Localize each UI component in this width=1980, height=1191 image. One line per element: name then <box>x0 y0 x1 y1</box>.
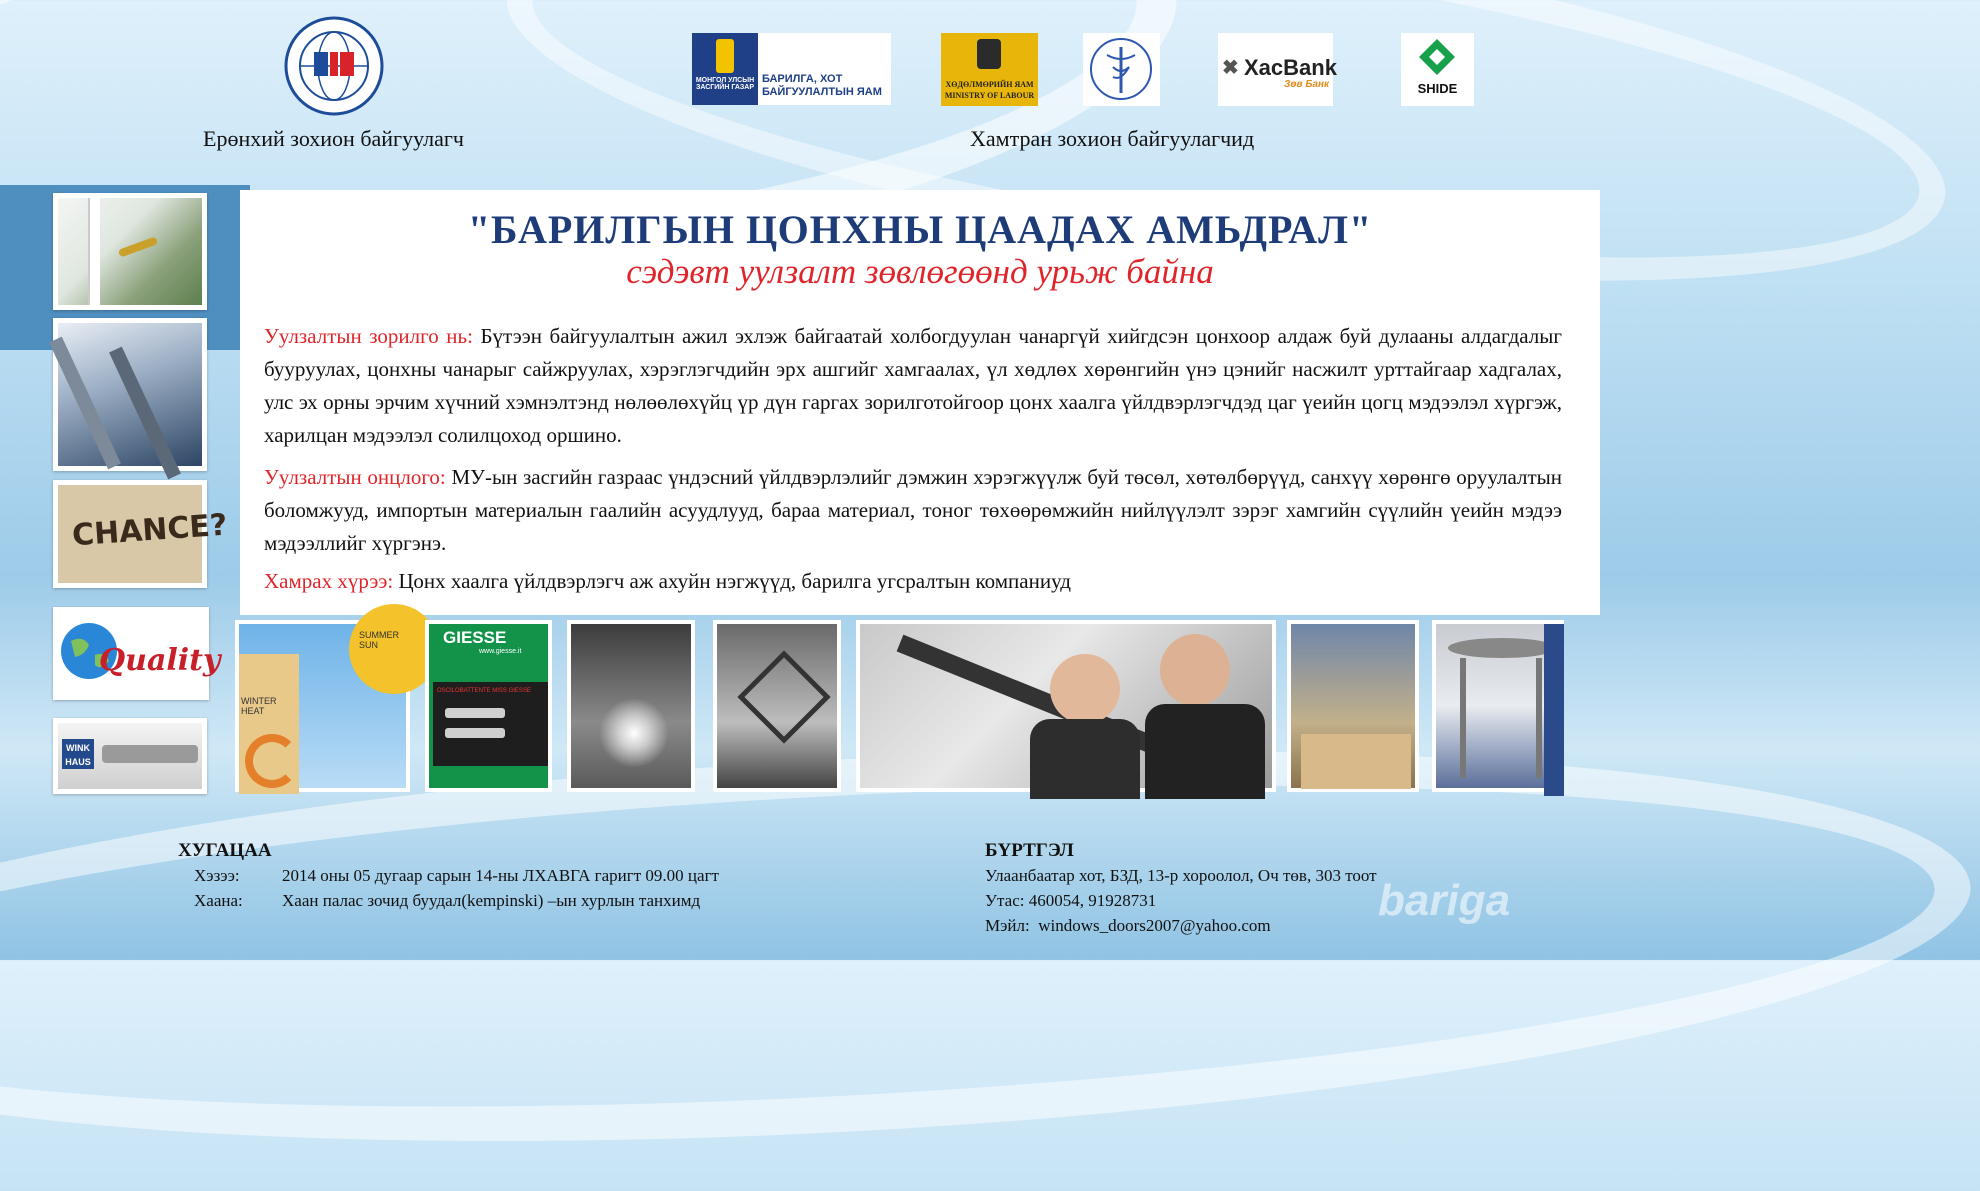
focus-paragraph <box>264 461 1562 560</box>
xacbank-logo <box>1218 33 1337 106</box>
goal-label: Уулзалтын зорилго нь: <box>264 324 473 348</box>
shide-logo: SHIDE <box>1401 33 1474 106</box>
scope-text: Цонх хаалга үйлдвэрлэгч аж ахуйн нэгжүүд, барилга угсралтын компаниуд <box>398 569 1071 593</box>
registration-address: Улаанбаатар хот, БЗД, 13-р хороолол, Оч төв, 303 тоот <box>985 866 1377 885</box>
summer-winter-sun-diagram: SUMMER SUN WINTER HEAT <box>235 620 410 792</box>
when-label: Хэзээ: <box>194 866 240 885</box>
heat-arrow-icon <box>245 734 299 788</box>
co-organizers-label: Хамтран зохион байгуулагчид <box>970 126 1255 151</box>
window-frame-photo <box>53 318 207 471</box>
ministry-labour-logo: ХӨДӨЛМӨРИЙН ЯАМ MINISTRY OF LABOUR <box>941 33 1038 106</box>
watermark: bariga <box>1378 876 1511 925</box>
xacbank-tagline: Зөв Банк <box>1284 79 1330 90</box>
shide-diamond-icon <box>1401 33 1474 83</box>
window-handle-photo <box>53 193 207 310</box>
quality-globe-logo: Quality <box>53 607 209 700</box>
where-value: Хаан палас зочид буудал(kempinski) –ын хурлын танхимд <box>282 891 701 910</box>
exhibition-booth-photo <box>1287 620 1419 792</box>
caduceus-logo <box>1083 33 1160 106</box>
ministry-construction-name: БАРИЛГА, ХОТ БАЙГУУЛАЛТЫН ЯАМ <box>762 73 882 98</box>
star-sculpture-photo <box>567 620 695 792</box>
xacbank-x-icon: ✖ <box>1222 57 1239 79</box>
ministry-construction-logo <box>692 33 891 105</box>
winkhaus-logo: WINK HAUS <box>62 739 94 769</box>
soyombo-emblem: МОНГОЛ УЛСЫН ЗАСГИЙН ГАЗАР <box>692 33 758 105</box>
schedule-section <box>178 838 878 913</box>
focus-text: МУ-ын засгийн газраас үндэсний үйлдвэрлэлийг дэмжин хэрэгжүүлж буй төсөл, хөтөлбөрүүд, санхүү хөрөнгө оруулалтын боломжууд, импортын материалын гаалийн асуудлууд, бараа материал, тоног төхөөрөмжийн нийлүүлэлт зэрэг хамгийн сүүлийн үеийн мэдээ мэдээллийг хүргэнэ. <box>264 465 1563 555</box>
scope-paragraph <box>264 565 1562 598</box>
event-title: "БАРИЛГЫН ЦОНХНЫ ЦААДАХ АМЬДРАЛ" <box>467 207 1373 252</box>
handle-icon <box>118 236 158 257</box>
men-inspecting-window-photo <box>856 620 1276 792</box>
goal-text: Бүтээн байгуулалтын ажил эхлэж байгаатай холбогдуулан чанаргүй хийгдсэн цонхоор алдаж буй дулааны алдагдалыг бууруулах, цонхны чанарыг сайжруулах, хэрэглэгчдийн эрх ашгийг хамгаалах, үл хөдлөх хөрөнгийн үнэ цэнийг насжилт урттайгаар хадгалах, улс эх орны эрчим хүчний хэмнэлтэнд нөлөөлөхүйц үр дүн гаргах зорилготойгоор цонх хаалга үйлдвэрлэгчдэд цаг үеийн цогц мэдээлэл хүргэж, харилцан мэдээлэл солилцоход оршино. <box>264 324 1562 447</box>
scope-label: Хамрах хүрээ: <box>264 569 394 593</box>
main-organizer-label: Ерөнхий зохион байгуулагч <box>203 126 464 151</box>
display-stand-photo <box>1432 620 1564 792</box>
phone-value: 460054, 91928731 <box>1028 891 1157 910</box>
soyombo-emblem <box>977 39 1001 69</box>
event-subtitle: сэдэвт уулзалт зөвлөгөөнд урьж байна <box>626 252 1214 291</box>
email-label: Мэйл: <box>985 916 1030 935</box>
main-organizer-logo <box>284 16 384 116</box>
goal-paragraph <box>264 320 1562 452</box>
where-label: Хаана: <box>194 891 243 910</box>
caduceus-icon <box>1083 33 1160 106</box>
xacbank-name: XacBank <box>1244 55 1337 80</box>
schedule-heading: ХУГАЦАА <box>178 840 272 861</box>
when-value: 2014 оны 05 дугаар сарын 14-ны ЛХАВГА гаригт 09.00 цагт <box>282 866 719 885</box>
email-value[interactable]: windows_doors2007@yahoo.com <box>1038 916 1271 935</box>
globe-window-logo <box>284 16 384 116</box>
metal-frame-sculpture-photo <box>713 620 841 792</box>
winkhaus-lock-photo <box>53 718 207 794</box>
giesse-catalog-photo: GIESSE www.giesse.it OSCILOBATTENTE MISS GIESSE <box>425 620 552 792</box>
registration-heading: БҮРТГЭЛ <box>985 840 1074 861</box>
phone-label: Утас: <box>985 891 1025 910</box>
chance-note-photo: CHANCE? <box>53 480 207 588</box>
focus-label: Уулзалтын онцлого: <box>264 465 446 489</box>
